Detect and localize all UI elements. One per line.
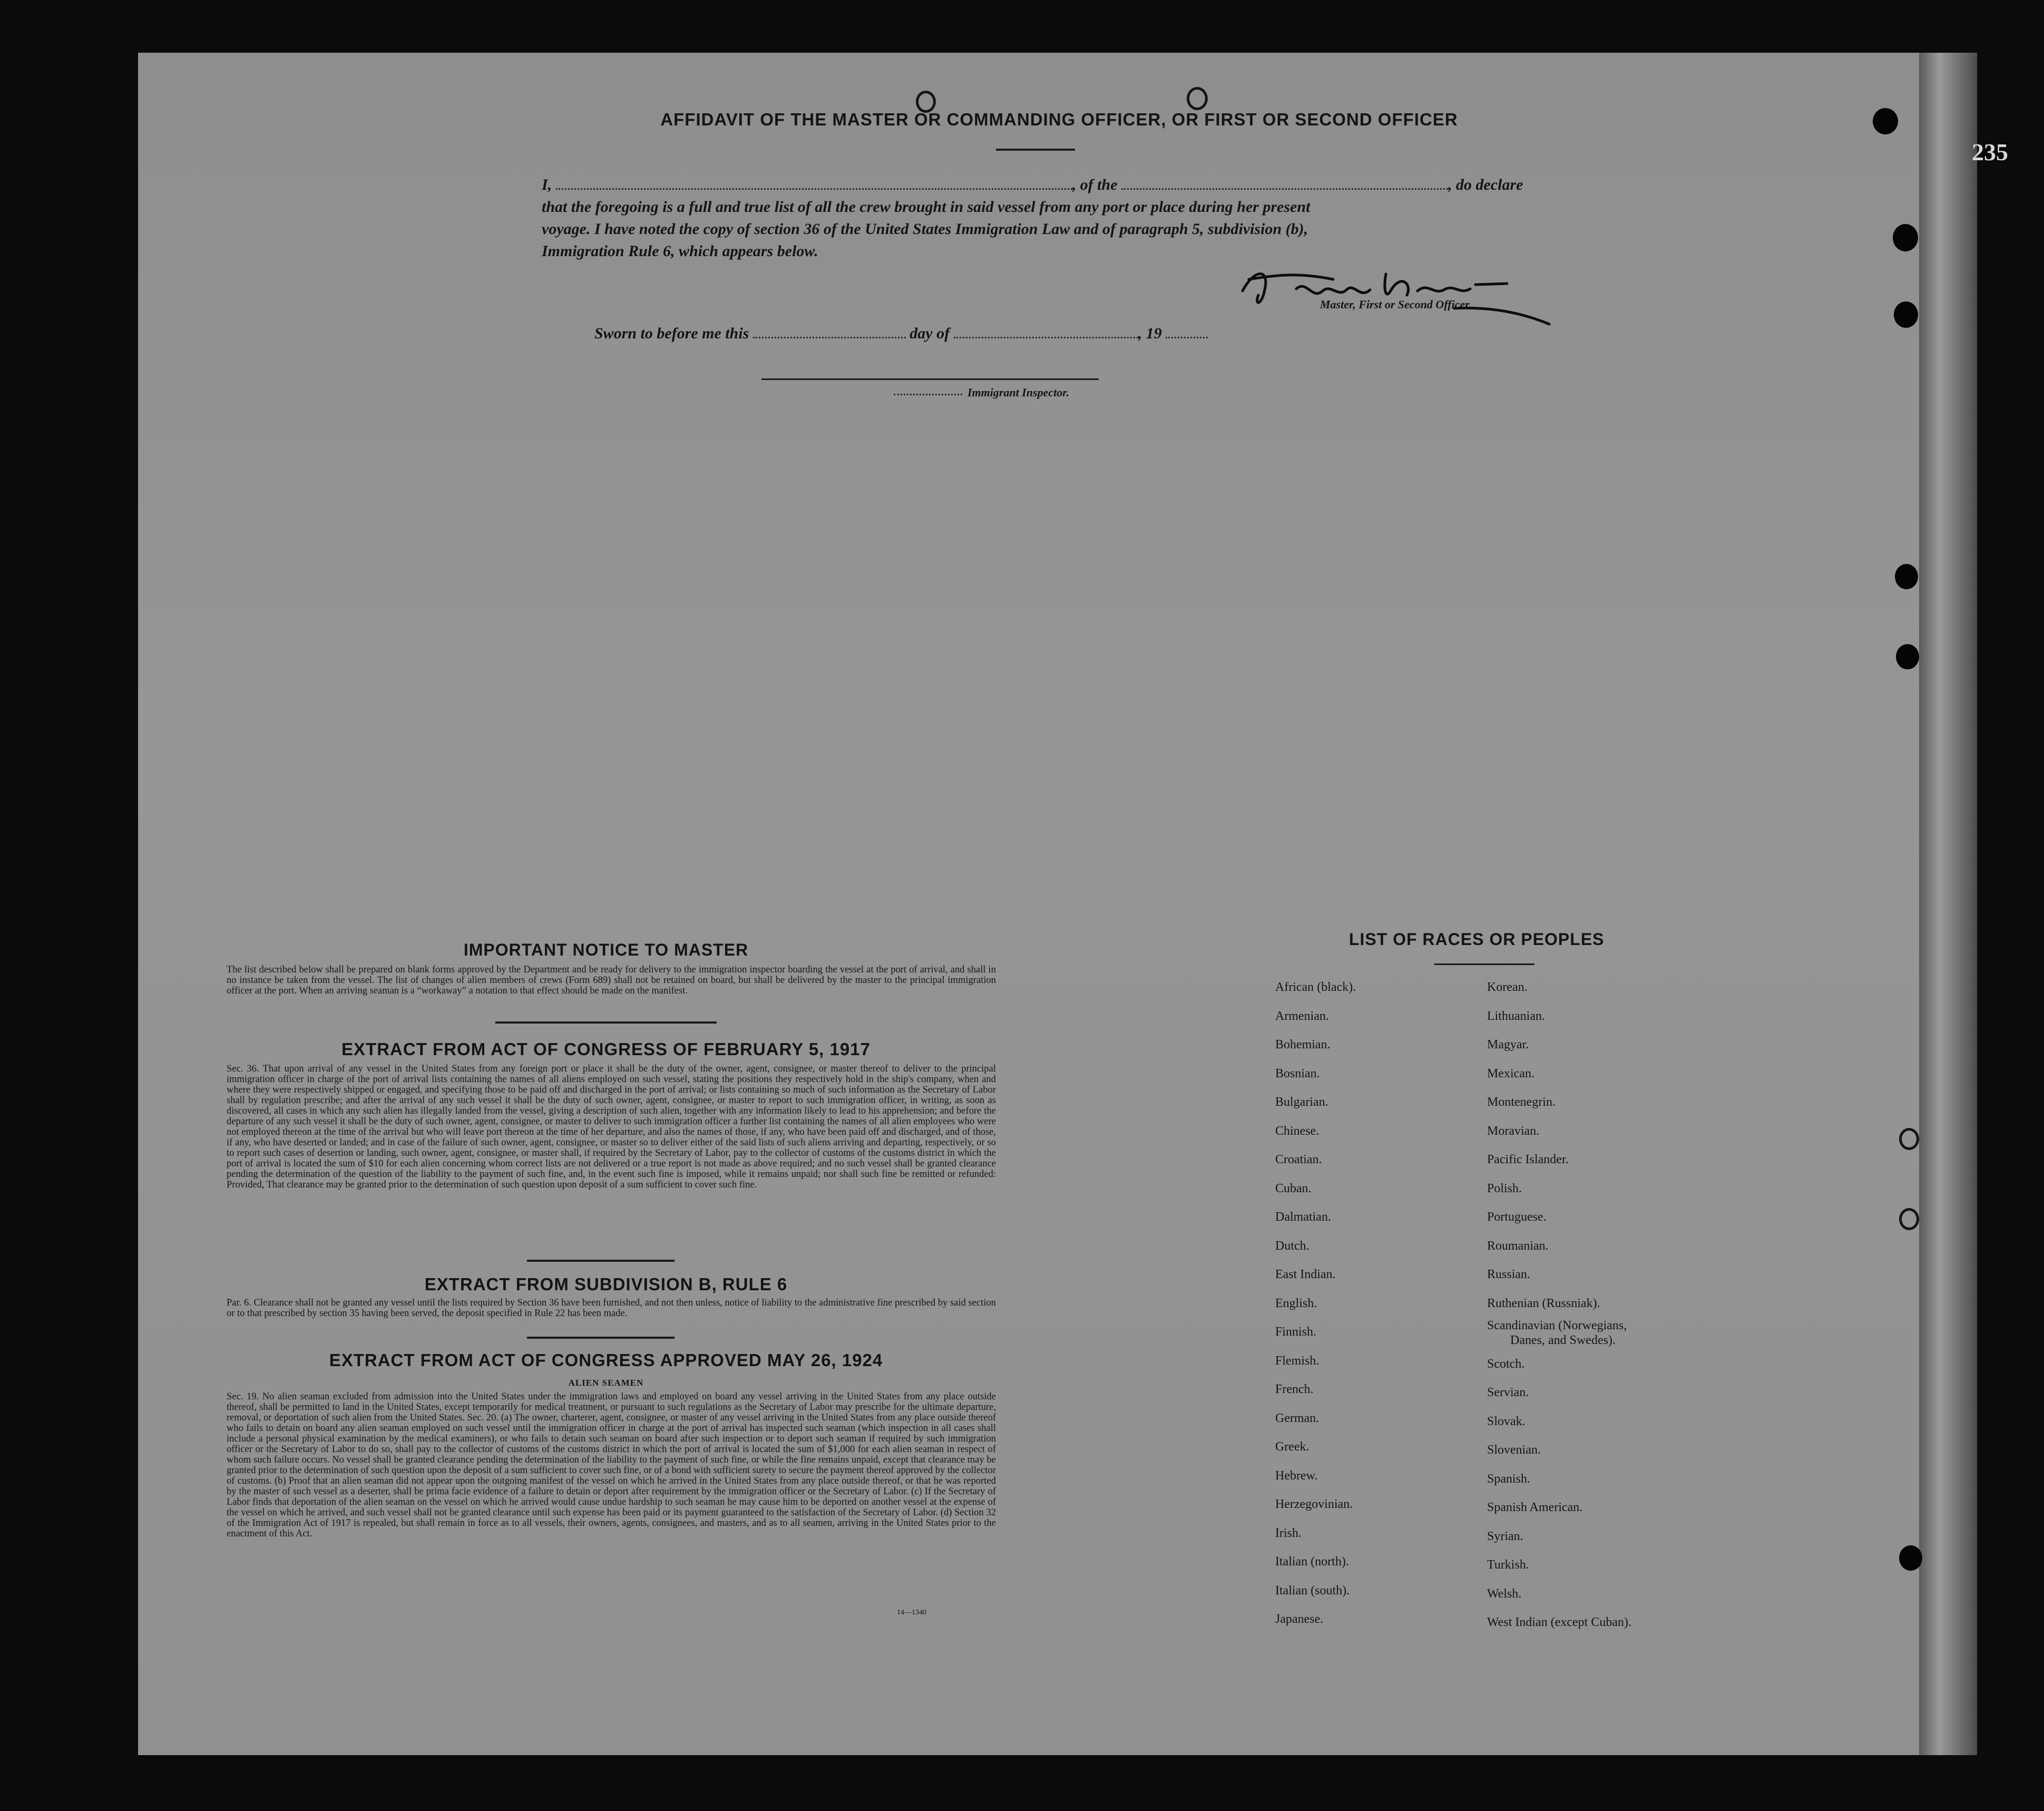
race-item: Syrian. — [1487, 1529, 1523, 1543]
sworn-label: Sworn to before me this — [594, 325, 749, 342]
inspector-caption: Immigrant Inspector. — [967, 386, 1070, 399]
vessel-field[interactable] — [1121, 180, 1448, 190]
extract-1924-text: Sec. 19. No alien seaman excluded from admission into the United States under the immigration laws and employed on board any vessel arriving in the United States from any place outside thereof, shall be permitted to land in the United States, except temporarily for medical treatment, or pursuant to such regulations as the Secretary of Labor may prescribe for the ultimate departure, removal, or deportation of such alien from the United States. Sec. 20. (a) The owner, charterer, agent, consignee, or master of any vessel arriving in the United States from any place outside thereof who fails to detain on board any alien seaman employed on such vessel until the immigration officer in charge at the port of arrival has inspected such seaman (which inspection in all cases shall include a personal physical examination by the medical examiners), or who fails to detain such seaman on board after such inspection or to deport such seaman if required by such immigration officer or the Secretary of Labor to do so, shall pay to the collector of customs of the customs district in which the port of arrival is located the sum of $1,000 for each alien seaman in respect of whom such failure occurs. No vessel shall be granted clearance pending the determination of the liability to the payment of such fine, or while the fine remains unpaid, except that clearance may be granted prior to the determination of such question upon the deposit of a sum sufficient to cover such fine, or of a bond with sufficient surety to secure the payment thereof approved by the collector of customs. (b) Proof that an alien seaman did not appear upon the outgoing manifest of the vessel on which he arrived in the United States from any place outside thereof, or that he was reported by the master of such vessel as a deserter, shall be prima facie evidence of a failure to detain or deport after requirement by the immigration officer or the Secretary of Labor. (c) If the Secretary of Labor finds that deportation of the alien seaman on the vessel on which he arrived would cause undue hardship to such seaman he may cause him to be deported on another vessel at the expense of the vessel on which he arrived, and such vessel shall not be granted clearance until such expense has been paid or its payment guaranteed to the satisfaction of the Secretary of Labor. (d) Section 32 of the Immigration Act of 1917 is repealed, but shall remain in force as to all vessels, their owners, agents, consignees, and masters, and as to all seamen, arriving in the United States prior to the enactment of this Act. — [227, 1391, 996, 1539]
extract-rule6-title: EXTRACT FROM SUBDIVISION B, RULE 6 — [424, 1274, 788, 1294]
year-label: , 19 — [1138, 325, 1162, 342]
race-item: Spanish. — [1487, 1472, 1531, 1486]
race-item: Montenegrin. — [1487, 1095, 1556, 1109]
affidavit-text-line: that the foregoing is a full and true list of all the crew brought in said vessel from any port or place during her present — [542, 198, 1310, 216]
races-title-rule — [1434, 963, 1534, 965]
race-item: German. — [1275, 1411, 1319, 1425]
race-item: Irish. — [1275, 1526, 1302, 1540]
binder-hole — [1899, 1208, 1919, 1230]
race-item: English. — [1275, 1296, 1317, 1310]
race-item: Bosnian. — [1275, 1066, 1320, 1080]
race-item: Turkish. — [1487, 1558, 1529, 1572]
top-hole-right — [1187, 87, 1208, 110]
race-item: West Indian (except Cuban). — [1487, 1615, 1631, 1629]
race-item: Scandinavian (Norwegians, — [1487, 1319, 1627, 1332]
race-item: Flemish. — [1275, 1354, 1319, 1368]
race-item: Mexican. — [1487, 1066, 1534, 1080]
title-rule — [996, 149, 1075, 151]
race-item: African (black). — [1275, 980, 1356, 994]
binder-hole — [1893, 224, 1918, 251]
notice-title: IMPORTANT NOTICE TO MASTER — [463, 940, 749, 959]
i-label: I, — [542, 176, 552, 193]
race-item: Spanish American. — [1487, 1501, 1583, 1514]
race-item: East Indian. — [1275, 1268, 1336, 1281]
race-item: Servian. — [1487, 1386, 1529, 1399]
binder-hole — [1895, 564, 1918, 589]
race-item: Welsh. — [1487, 1586, 1522, 1601]
section-rule — [495, 1021, 717, 1024]
race-item: Portuguese. — [1487, 1210, 1547, 1224]
race-item: Herzegovinian. — [1275, 1497, 1353, 1511]
race-item: Lithuanian. — [1487, 1009, 1545, 1023]
race-item: Hebrew. — [1275, 1468, 1318, 1483]
race-item-continuation: Danes, and Swedes). — [1510, 1333, 1616, 1347]
extract-1924-title: EXTRACT FROM ACT OF CONGRESS APPROVED MAY 26, 1924 — [329, 1350, 883, 1370]
race-item: Moravian. — [1487, 1124, 1540, 1138]
binder-hole — [1894, 301, 1918, 328]
sworn-year-field[interactable] — [1166, 329, 1208, 338]
race-item: Armenian. — [1275, 1009, 1329, 1023]
race-item: Russian. — [1487, 1268, 1531, 1281]
race-item: Italian (north). — [1275, 1555, 1349, 1569]
race-item: Slovak. — [1487, 1414, 1525, 1428]
race-item: Roumanian. — [1487, 1239, 1549, 1253]
extract-1917-title: EXTRACT FROM ACT OF CONGRESS OF FEBRUARY 5, 1917 — [341, 1039, 871, 1059]
notice-text: The list described below shall be prepared on blank forms approved by the Department and be ready for delivery to the immigration inspector boarding the vessel at the port of arrival, and shall in no instance be taken from the vessel. The list of changes of alien members of crews (Form 689) shall not be retained on board, but shall be delivered by the master to the principal immigration officer at the port. When an arriving seaman is a “workaway” a notation to that effect should be made on the manifest. — [227, 965, 996, 996]
sworn-line — [594, 325, 1208, 343]
race-item: Bohemian. — [1275, 1038, 1331, 1051]
binder-hole — [1899, 1128, 1919, 1150]
extract-rule6-text: Par. 6. Clearance shall not be granted any vessel until the lists required by Section 36 have been furnished, and not then unless, notice of liability to the administrative fine prescribed by said section or to that prescribed by section 35 having been served, the deposit specified in Rule 22 has been made. — [227, 1298, 996, 1319]
races-title: LIST OF RACES OR PEOPLES — [1349, 930, 1605, 949]
race-item: Italian (south). — [1275, 1583, 1350, 1598]
race-item: Chinese. — [1275, 1124, 1319, 1138]
race-item: Pacific Islander. — [1487, 1153, 1569, 1166]
race-item: Croatian. — [1275, 1153, 1322, 1166]
race-item: Korean. — [1487, 980, 1528, 994]
affidavit-declaration-line — [542, 176, 1523, 194]
race-item: Ruthenian (Russniak). — [1487, 1296, 1600, 1310]
do-declare-label: , do declare — [1448, 176, 1523, 193]
section-rule — [527, 1260, 674, 1262]
race-item: Dalmatian. — [1275, 1210, 1331, 1224]
sheet-edge — [1919, 53, 1977, 1755]
inspector-dotted-line — [894, 386, 962, 395]
form-number: 14—1340 — [897, 1609, 926, 1617]
extract-1917-text: Sec. 36. That upon arrival of any vessel in the United States from any foreign port or place it shall be the duty of the owner, agent, consignee, or master thereof to deliver to the principal immigration officer in charge of the port of arrival lists containing the names of all aliens employed on such vessel, stating the positions they respectively hold in the ship's company, when and where they were respectively shipped or engaged, and specifying those to be paid off and discharged in the port of arrival; or lists containing so much of such information as the Secretary of Labor shall by regulation prescribe; and after the arrival of any such vessel it shall be the duty of such owner, agent, consignee, or master to report to such immigration officer, in writing, as soon as discovered, all cases in which any such alien has illegally landed from the vessel, giving a description of such alien, together with any information likely to lead to his apprehension; and before the departure of any such vessel it shall be the duty of such owner, agent, consignee, or master to deliver to such immigration officer a further list containing the names of all alien employees who were not employed thereon at the time of the arrival but who will leave port thereon at the time of her departure, and also the names of those, if any, who have been paid off and discharged, and of those, if any, who have deserted or landed; and in case of the failure of such owner, agent, consignee, or master so to deliver either of the said lists of such aliens arriving and departing, respectively, or so to report such cases of desertion or landing, such owner, agent, consignee, or master shall, if required by the Secretary of Labor, pay to the collector of customs of the customs district in which the port of arrival is located the sum of $10 for each alien concerning whom correct lists are not delivered or a true report is not made as above required; and no such vessel shall be granted clearance pending the determination of the question of the liability to the payment of such fine, and, in the event such fine is imposed, while it remains unpaid; nor shall such fine be remitted or refunded: Provided, That clearance may be granted prior to the determination of such question upon deposit of a sum sufficient to cover such fine. — [227, 1064, 996, 1190]
race-item: French. — [1275, 1382, 1314, 1396]
race-item: Cuban. — [1275, 1181, 1312, 1195]
day-of-label: day of — [909, 325, 950, 342]
race-item: Finnish. — [1275, 1325, 1317, 1339]
race-item: Japanese. — [1275, 1612, 1324, 1626]
affidavit-title: AFFIDAVIT OF THE MASTER OR COMMANDING OFFICER, OR FIRST OR SECOND OFFICER — [660, 110, 1458, 129]
inspector-signature-line[interactable] — [761, 378, 1099, 380]
binder-hole — [1873, 108, 1898, 134]
binder-hole — [1896, 644, 1919, 669]
master-signature — [1233, 258, 1560, 332]
race-item: Dutch. — [1275, 1239, 1309, 1253]
race-item: Magyar. — [1487, 1038, 1529, 1051]
of-the-label: , of the — [1072, 176, 1118, 193]
section-rule — [527, 1337, 674, 1339]
sworn-day-field[interactable] — [753, 329, 906, 338]
binder-hole — [1899, 1545, 1922, 1571]
name-field[interactable] — [556, 180, 1072, 190]
signer-caption: Master, First or Second Officer. — [1320, 298, 1472, 311]
affidavit-text-line: Immigration Rule 6, which appears below. — [542, 242, 818, 260]
page-number: 235 — [1972, 139, 2008, 165]
race-item: Greek. — [1275, 1440, 1309, 1454]
race-item: Slovenian. — [1487, 1443, 1541, 1457]
race-item: Bulgarian. — [1275, 1095, 1328, 1109]
alien-seamen-subtitle: ALIEN SEAMEN — [568, 1378, 644, 1388]
affidavit-text-line: voyage. I have noted the copy of section 36 of the United States Immigration Law and of paragraph 5, subdivision (b), — [542, 220, 1308, 238]
race-item: Polish. — [1487, 1181, 1522, 1195]
sworn-month-field[interactable] — [954, 329, 1138, 338]
race-item: Scotch. — [1487, 1357, 1525, 1371]
